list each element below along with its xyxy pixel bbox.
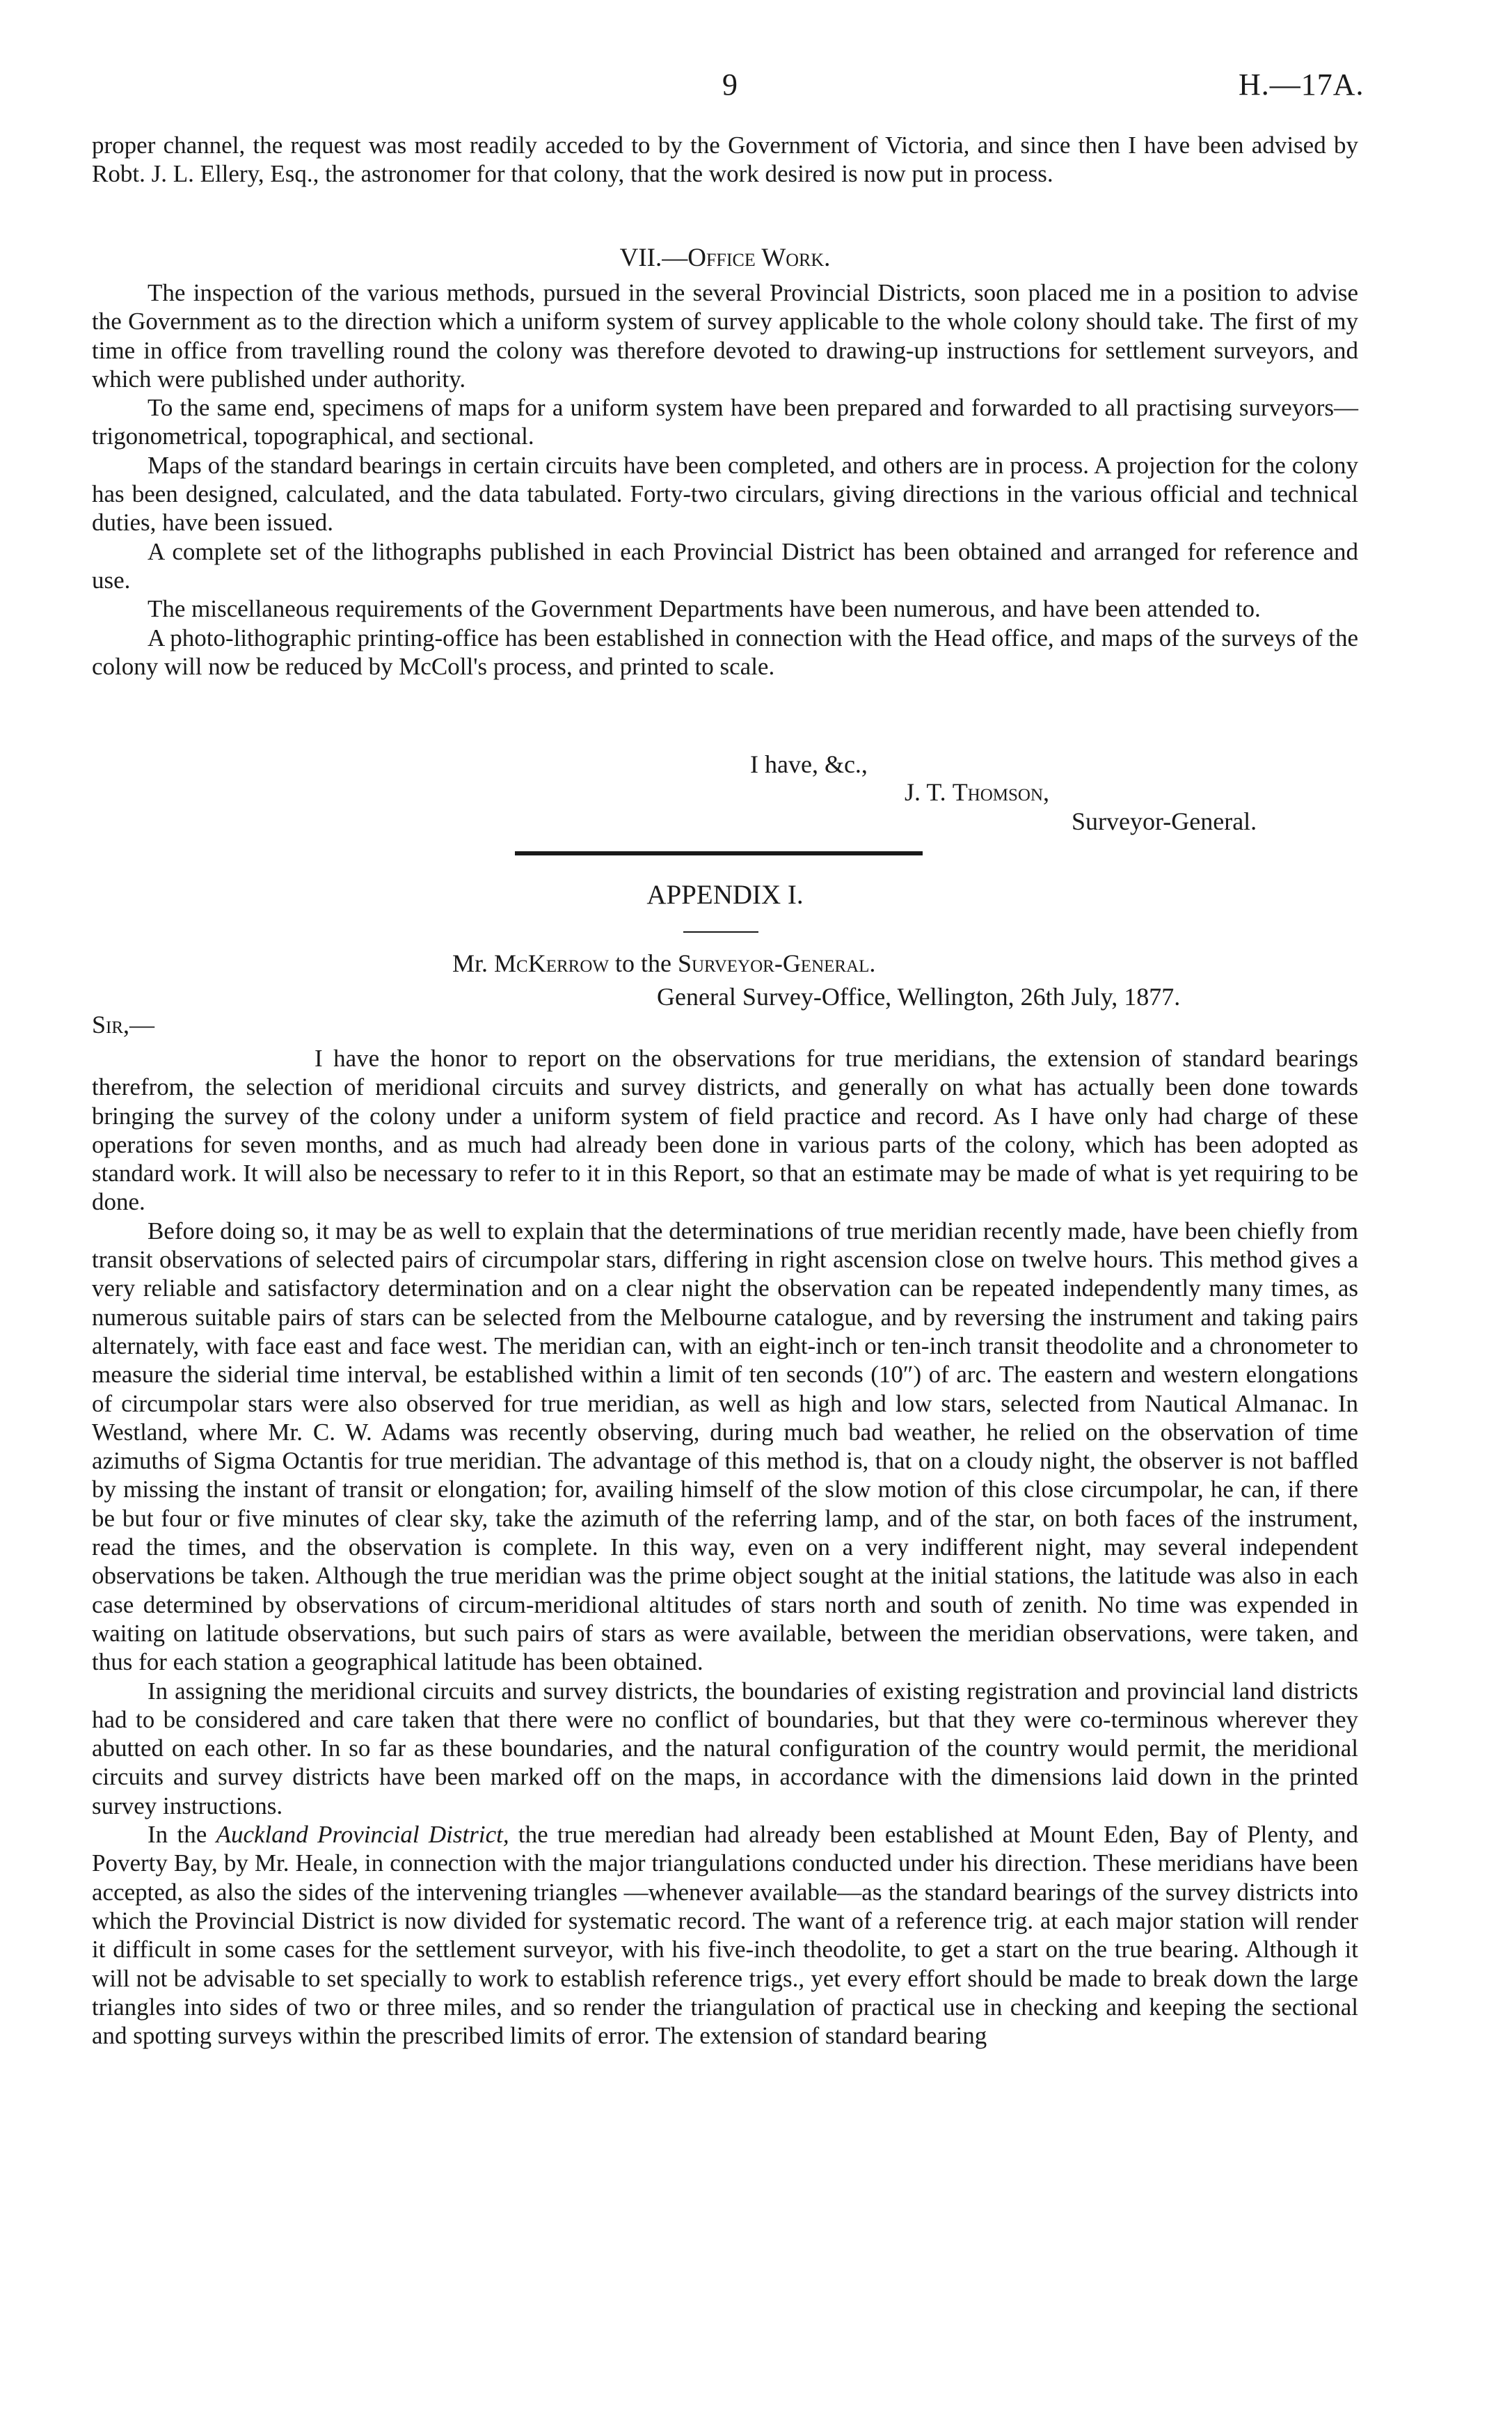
- appendix-body: [92, 1044, 1358, 2050]
- section-numeral: VII.—: [619, 244, 688, 272]
- appendix-paragraph: Before doing so, it may be as well to explain that the determinations of true meridian recently made, have been chiefly from transit observations of selected pairs of circumpolar stars, differing in right ascension close on twelve hours. This method gives a very reliable and satisfactory determination and on a clear night the observation can be repeated independently many times, as numerous suitable pairs of stars can be selected from the Melbourne catalogue, and by reversing the instrument and taking pairs alternately, with face east and face west. The meridian can, with an eight-inch or ten-inch transit theodolite and a chronometer to measure the siderial time interval, be established within a limit of ten seconds (10″) of arc. The eastern and western elongations of circumpolar stars were also observed for true meridian, as well as high and low stars, selected from Nautical Almanac. In Westland, where Mr. C. W. Adams was recently observing, during much bad weather, he relied on the observation of time azimuths of Sigma Octantis for true meridian. The advantage of this method is, that on a cloudy night, the observer is not baffled by missing the instant of transit or elongation; for, availing himself of the slow motion of this close circumpolar, he can, if there be but four or five minutes of clear sky, take the azimuth of the referring lamp, and of the star, on both faces of the instrument, read the times, and the observation is complete. In this way, even on a very indifferent night, may several independent observations be taken. Although the true meridian was the prime object sought at the initial stations, the latitude was also in each case determined by observations of circum-meridional altitudes of stars north and south of zenith. No time was expended in waiting on latitude observations, but such pairs of stars as were available, between the meridian observations, were taken, and thus for each station a geographical latitude has been obtained.: [92, 1217, 1358, 1676]
- section-paragraph: Maps of the standard bearings in certain circuits have been completed, and others are in process. A projection for the colony has been designed, calculated, and the data tabulated. Forty-two circulars, giving directions in the various official and technical duties, have been issued.: [92, 451, 1358, 537]
- signatory-name: Thomson,: [952, 778, 1050, 806]
- appendix-title-rule: [683, 931, 758, 933]
- section-title: Office Work.: [687, 244, 831, 272]
- auckland-district-name: Auckland Provincial District,: [216, 1821, 509, 1849]
- continuation-paragraph: proper channel, the request was most readily acceded to by the Government of Victoria, and since then I have been advised by Robt. J. L. Ellery, Esq., the astronomer for that colony, that the work desired is now put in process.: [92, 132, 1358, 188]
- letter-heading: Mr. McKerrow to the Surveyor-General.: [452, 949, 876, 977]
- letter-to-word: to the: [614, 949, 671, 977]
- section-paragraph: The miscellaneous requirements of the Government Departments have been numerous, and have been attended to.: [148, 595, 1261, 623]
- letter-from: McKerrow: [494, 949, 609, 977]
- section-vii-heading: [92, 244, 1358, 272]
- appendix-title: APPENDIX I.: [646, 880, 804, 910]
- appendix-paragraph-auckland: In the Auckland Provincial District, the true meredian had already been established at Mount Eden, Bay of Plenty, and Poverty Bay, by Mr. Heale, in connection with the major triangulations conducted under his direction. These meridians have been accepted, as also the sides of the intervening triangles —whenever available—as the standard bearings of the survey districts into which the Provincial District is now divided for systematic record. The want of a reference trig. at each major station will render it difficult in some cases for the settlement surveyor, with his five-inch theodolite, to get a start on the true bearing. Although it will not be advisable to set specially to work to establish reference trigs., yet every effort should be made to break down the large triangles into sides of two or three miles, and so render the triangulation of practical use in checking and keeping the sectional and spotting surveys within the prescribed limits of error. The extension of standard bearing: [92, 1821, 1359, 2050]
- signatory-initials: J. T.: [905, 778, 946, 806]
- document-reference: H.—17A.: [1239, 68, 1364, 102]
- letter-dateline: General Survey-Office, Wellington, 26th July, 1877.: [657, 983, 1181, 1011]
- section-paragraph: To the same end, specimens of maps for a uniform system have been prepared and forwarded to all practising surveyors—trigonometrical, topographical, and sectional.: [92, 394, 1358, 450]
- section-divider: [515, 851, 923, 855]
- section-paragraph: A photo-lithographic printing-office has been established in connection with the Head office, and maps of the surveys of the colony will now be reduced by McColl's process, and printed to scale.: [92, 624, 1358, 680]
- letter-salutation: Sir,—: [92, 1011, 155, 1038]
- appendix-paragraph: In assigning the meridional circuits and survey districts, the boundaries of existing registration and provincial land districts had to be considered and care taken that there were no conflict of boundaries, but that they were co-terminous wherever they abutted on each other. In so far as these boundaries, and the natural configuration of the country would permit, the meridional circuits and survey districts have been marked off on the maps, in accordance with the dimensions laid down in the printed survey instructions.: [92, 1677, 1358, 1819]
- signatory-title: Surveyor-General.: [1072, 807, 1257, 835]
- section-paragraph: A complete set of the lithographs published in each Provincial District has been obtained and arranged for reference and use.: [92, 537, 1358, 594]
- section-paragraph: The inspection of the various methods, pursued in the several Provincial Districts, soon placed me in a position to advise the Government as to the direction which a uniform system of survey applicable to the whole colony should take. The first of my time in office from travelling round the colony was therefore devoted to drawing-up instructions for settlement surveyors, and which were published under authority.: [92, 279, 1358, 393]
- section-vii-body: [92, 278, 1358, 681]
- page-number: 9: [722, 68, 738, 102]
- closing-line: I have, &c.,: [750, 750, 868, 778]
- appendix-paragraph: I have the honor to report on the observations for true meridians, the extension of standard bearings therefrom, the selection of meridional circuits and survey districts, and generally on what has actually been done towards bringing the survey of the colony under a uniform system of field practice and record. As I have only had charge of these operations for seven months, and as much had already been done in various parts of the colony, which has been adopted as standard work. It will also be necessary to refer to it in this Report, so that an estimate may be made of what is yet requiring to be done.: [92, 1045, 1358, 1216]
- appendix-heading: [92, 880, 1358, 909]
- continuation-block: [92, 131, 1358, 189]
- signatory: [905, 778, 1049, 807]
- letter-to: Surveyor-General.: [677, 949, 876, 977]
